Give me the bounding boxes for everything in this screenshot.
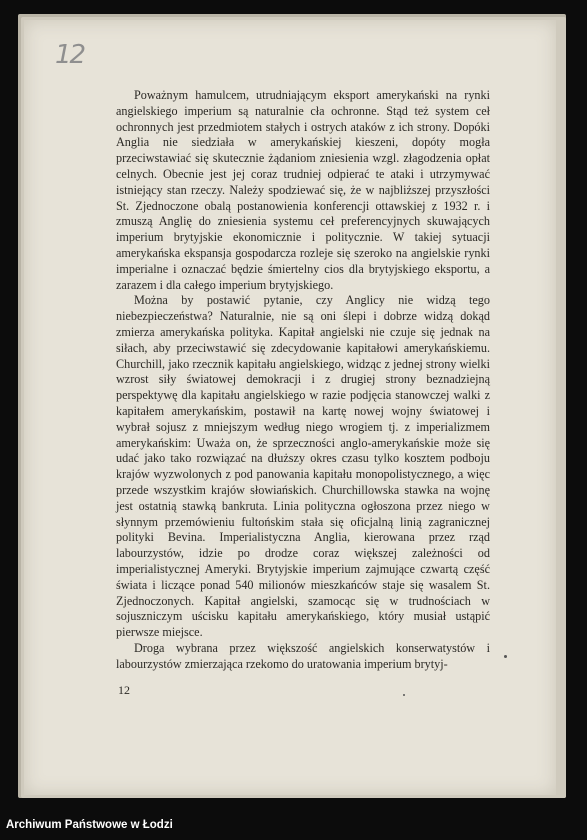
ink-speck [504,655,507,658]
printed-page-number: 12 [118,683,130,697]
ink-speck [403,694,405,696]
paragraph-3: Droga wybrana przez większość angielskich konserwatystów i labourzystów zmierzająca rzekomo do uratowania imperium brytyj- [116,640,490,671]
document-body [116,88,490,672]
paragraph-1: Poważnym hamulcem, utrudniającym eksport amerykański na rynki angielskiego imperium są naturalnie cła ochronne. Stąd też system ceł ochronnych jest przedmiotem stałych i ostrych ataków z ich strony. Dopóki Anglia nie siedziała w amerykańskiej kieszeni, dopóty mogła przeciwstawiać się skutecznie żądaniom zniesienia wzgl. złagodzenia opłat celnych. Obecnie jest jej coraz trudniej odpierać te ataki i utrzymywać istniejący stan rzeczy. Należy spodziewać się, że w najbliższej przyszłości St. Zjednoczone obalą postanowienia konferencji ottawskiej z 1932 r. i zmuszą Anglię do zniesienia systemu ceł preferencyjnych skuwających imperium brytyjskie ekonomicznie i politycznie. W takiej sytuacji amerykańska ekspansja gospodarcza rozleje się szeroko na angielskie rynki imperialne i oznaczać będzie śmiertelny cios dla brytyjskiego eksportu, a zarazem i dla całego imperium brytyjskiego. [116,88,490,292]
archive-label: Archiwum Państwowe w Łodzi [6,819,173,831]
paragraph-2: Można by postawić pytanie, czy Anglicy nie widzą tego niebezpieczeństwa? Naturalnie, nie są oni ślepi i dobrze widzą dokąd zmierza amerykańska polityka. Kapitał angielski nie czuje się jednak na siłach, aby przeciwstawić się zdecydowanie kapitałowi amerykańskiemu. Churchill, jako rzecznik kapitału angielskiego, widząc z jednej strony wielki wzrost siły światowej demokracji i z drugiej strony beznadziejną perspektywę dla kapitału angielskiego w razie podjęcia stanowczej walki z kapitałem amerykańskim, postawił na kartę nowej wojny światowej i wybrał sojusz z mniejszym według niego wrogiem tj. z imperializmem amerykańskim: Uważa on, że sprzeczności anglo-amerykańskie może się udać jako tako rozwiązać na dłuższy okres czasu tylko kosztem podboju krajów wyzwolonych z pod panowania kapitału monopolistycznego, a więc przede wszystkim krajów słowiańskich. Churchillowska stawka na wojnę jest ostatnią stawką bankruta. Linia polityczna ogłoszona przez niego w słynnym przemówieniu fultońskim stała się oficjalną linią zagranicznej polityki Bevina. Imperialistyczna Anglia, kierowana przez rząd labourzystów, idzie po drodze coraz większej zależności od imperialistycznej Ameryki. Brytyjskie imperium zajmujące czwartą część świata i liczące ponad 540 milionów mieszkańców staje się wasalem St. Zjednoczonych. Kapitał angielski, szamocąc się w trudnościach w sojuszniczym uścisku kapitału amerykańskiego, który musiał ustąpić pierwsze miejsce. [116,293,490,640]
handwritten-page-number: 12 [55,40,85,70]
